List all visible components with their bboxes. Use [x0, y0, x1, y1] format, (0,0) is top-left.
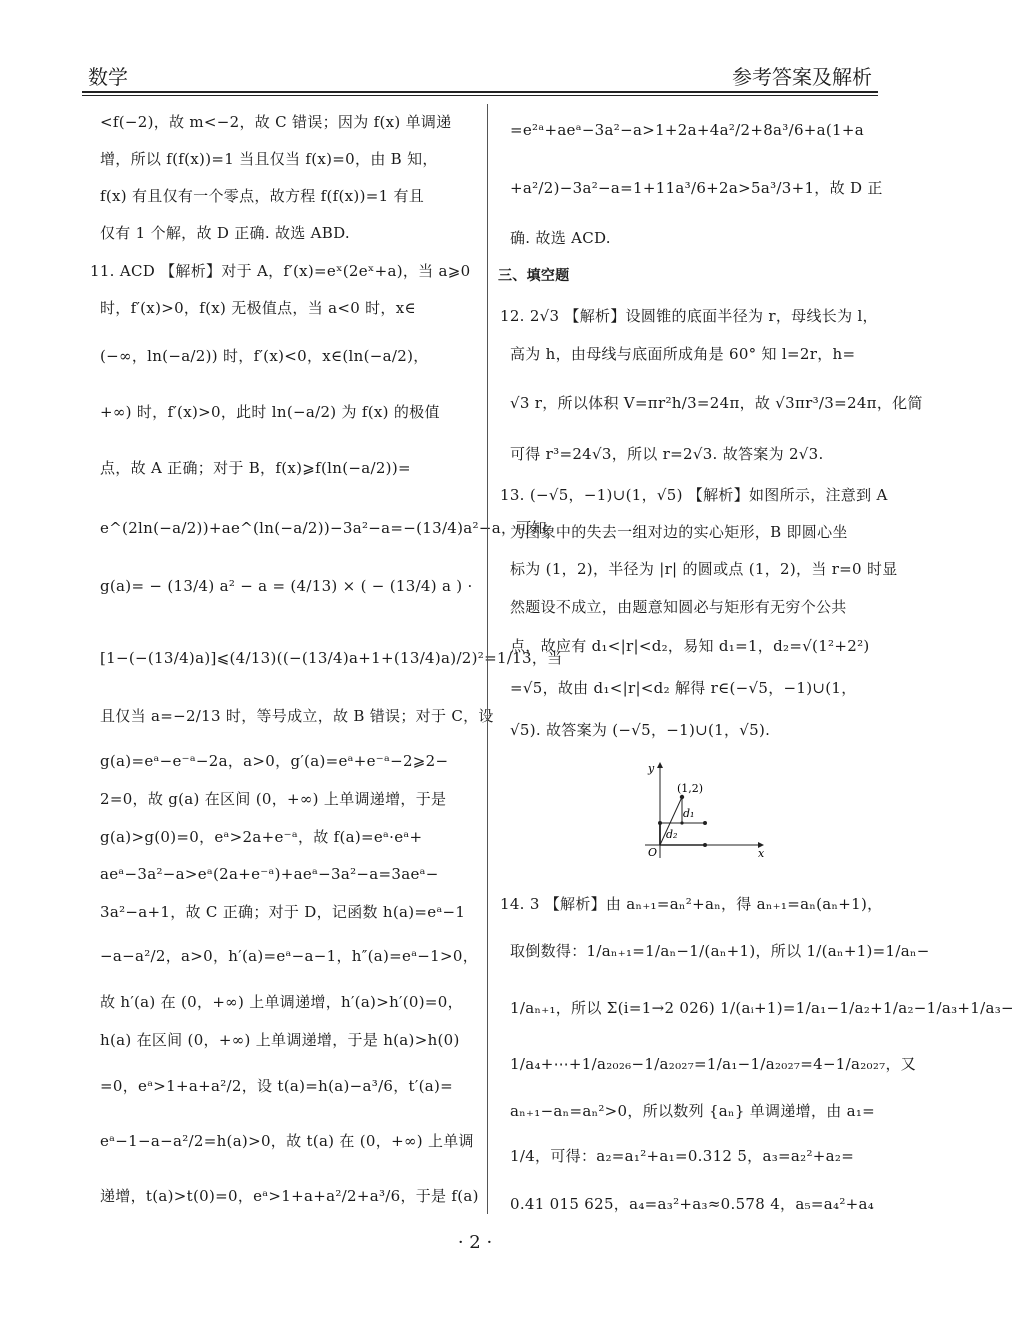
- text-line: 然题设不成立，由题意知圆必与矩形有无穷个公共: [510, 598, 847, 616]
- text-line: 且仅当 a=−2/13 时，等号成立，故 B 错误；对于 C，设: [100, 707, 494, 725]
- text-line: 增，所以 f(f(x))=1 当且仅当 f(x)=0，由 B 知，: [100, 150, 438, 168]
- text-line: √5). 故答案为 (−√5，−1)∪(1，√5).: [510, 721, 771, 739]
- subject-label: 数学: [88, 65, 128, 89]
- header-rule-thick: [82, 91, 878, 93]
- text-line: 高为 h，由母线与底面所成角是 60° 知 l=2r，h=: [510, 345, 856, 363]
- text-line: g(a)= − (13/4) a² − a = (4/13) × ( − (13/4) a ) ·: [100, 577, 473, 595]
- text-line: g(a)>g(0)=0，eᵃ>2a+e⁻ᵃ，故 f(a)=eᵃ·eᵃ+: [100, 828, 423, 846]
- text-line: 确. 故选 ACD.: [510, 229, 611, 247]
- text-line: +∞) 时，f′(x)>0，此时 ln(−a/2) 为 f(x) 的极值: [100, 403, 440, 421]
- header-rule-thin: [82, 95, 878, 96]
- text-line: 取倒数得：1/aₙ₊₁=1/aₙ−1/(aₙ+1)，所以 1/(aₙ+1)=1/aₙ−: [510, 942, 930, 960]
- text-line: √3 r，所以体积 V=πr²h/3=24π，故 √3πr³/3=24π，化简: [510, 394, 923, 412]
- text-line: 11. ACD 【解析】对于 A，f′(x)=eˣ(2eˣ+a)，当 a⩾0: [90, 262, 471, 280]
- text-line: <f(−2)，故 m<−2，故 C 错误；因为 f(x) 单调递: [100, 113, 452, 131]
- text-line: =e²ᵃ+aeᵃ−3a²−a>1+2a+4a²/2+8a³/6+a(1+a: [510, 121, 865, 139]
- text-line: 点，故应有 d₁<|r|<d₂，易知 d₁=1，d₂=√(1²+2²): [510, 637, 870, 655]
- y-axis-arrow: [657, 762, 663, 768]
- y-axis-label: y: [648, 762, 655, 775]
- d1-label: d₁: [683, 807, 695, 820]
- header-title: 参考答案及解析: [732, 65, 872, 89]
- text-line: =0，eᵃ>1+a+a²/2，设 t(a)=h(a)−a³/6，t′(a)=: [100, 1077, 454, 1095]
- page-number: · 2 ·: [457, 1232, 493, 1253]
- text-line: aeᵃ−3a²−a>eᵃ(2a+e⁻ᵃ)+aeᵃ−3a²−a=3aeᵃ−: [100, 865, 439, 883]
- text-line: eᵃ−1−a−a²/2=h(a)>0，故 t(a) 在 (0，+∞) 上单调: [100, 1132, 474, 1150]
- d2-label: d₂: [666, 828, 678, 841]
- text-line: 1/aₙ₊₁，所以 Σ(i=1→2 026) 1/(aᵢ+1)=1/a₁−1/a₂+1/a₂−1/a₃+1/a₃−: [510, 999, 1014, 1017]
- text-line: 1/4，可得：a₂=a₁²+a₁=0.312 5，a₃=a₂²+a₂=: [510, 1147, 855, 1165]
- text-line: e^(2ln(−a/2))+ae^(ln(−a/2))−3a²−a=−(13/4)a²−a，可知: [100, 519, 547, 537]
- rect-corner-point: [658, 821, 662, 825]
- text-line: =√5，故由 d₁<|r|<d₂ 解得 r∈(−√5，−1)∪(1，: [510, 679, 857, 697]
- text-line: h(a) 在区间 (0，+∞) 上单调递增，于是 h(a)>h(0): [100, 1031, 460, 1049]
- section-heading: 三、填空题: [498, 268, 570, 284]
- rect-corner-point: [703, 843, 707, 847]
- text-line: 1/a₄+⋯+1/a₂₀₂₆−1/a₂₀₂₇=1/a₁−1/a₂₀₂₇=4−1/a₂₀₂₇，又: [510, 1055, 917, 1073]
- text-line: 12. 2√3 【解析】设圆锥的底面半径为 r，母线长为 l，: [500, 307, 878, 325]
- foot-point: [680, 821, 683, 824]
- text-line: [1−(−(13/4)a)]⩽(4/13)((−(13/4)a+1+(13/4)a)/2)²=1/13，当: [100, 649, 563, 667]
- x-axis-label: x: [758, 847, 765, 860]
- text-line: 仅有 1 个解，故 D 正确. 故选 ABD.: [100, 224, 350, 242]
- page-header: [88, 55, 872, 89]
- text-line: 2=0，故 g(a) 在区间 (0，+∞) 上单调递增，于是: [100, 790, 447, 808]
- text-line: 点，故 A 正确；对于 B，f(x)⩾f(ln(−a/2))=: [100, 459, 411, 477]
- center-label: (1,2): [677, 782, 704, 795]
- text-line: g(a)=eᵃ−e⁻ᵃ−2a，a>0，g′(a)=eᵃ+e⁻ᵃ−2⩾2−: [100, 752, 449, 770]
- text-line: 为图象中的失去一组对边的实心矩形，B 即圆心坐: [510, 523, 848, 541]
- text-line: 时，f′(x)>0，f(x) 无极值点，当 a<0 时，x∈: [100, 299, 416, 317]
- text-line: +a²/2)−3a²−a=1+11a³/6+2a>5a³/3+1，故 D 正: [510, 179, 883, 197]
- column-divider: [487, 104, 488, 1214]
- text-line: 13. (−√5，−1)∪(1，√5) 【解析】如图所示，注意到 A: [500, 486, 888, 504]
- text-line: 递增，t(a)>t(0)=0，eᵃ>1+a+a²/2+a³/6，于是 f(a): [100, 1187, 479, 1205]
- text-line: 可得 r³=24√3，所以 r=2√3. 故答案为 2√3.: [510, 445, 824, 463]
- origin-label: O: [648, 846, 658, 859]
- text-line: 14. 3 【解析】由 aₙ₊₁=aₙ²+aₙ，得 aₙ₊₁=aₙ(aₙ+1)，: [500, 895, 883, 913]
- rect-corner-point: [703, 821, 707, 825]
- center-point: [680, 795, 684, 799]
- text-line: 0.41 015 625，a₄=a₃²+a₃≈0.578 4，a₅=a₄²+a₄: [510, 1195, 875, 1213]
- text-line: (−∞，ln(−a/2)) 时，f′(x)<0，x∈(ln(−a/2)，: [100, 347, 429, 365]
- text-line: 标为 (1，2)，半径为 |r| 的圆或点 (1，2)，当 r=0 时显: [510, 560, 898, 578]
- text-line: −a−a²/2，a>0，h′(a)=eᵃ−a−1，h″(a)=eᵃ−1>0，: [100, 947, 479, 965]
- text-line: 故 h′(a) 在 (0，+∞) 上单调递增，h′(a)>h′(0)=0，: [100, 993, 463, 1011]
- text-line: aₙ₊₁−aₙ=aₙ²>0，所以数列 {aₙ} 单调递增，由 a₁=: [510, 1102, 876, 1120]
- text-line: 3a²−a+1，故 C 正确；对于 D，记函数 h(a)=eᵃ−1: [100, 903, 466, 921]
- geometry-figure: [640, 760, 765, 860]
- text-line: f(x) 有且仅有一个零点，故方程 f(f(x))=1 有且: [100, 187, 425, 205]
